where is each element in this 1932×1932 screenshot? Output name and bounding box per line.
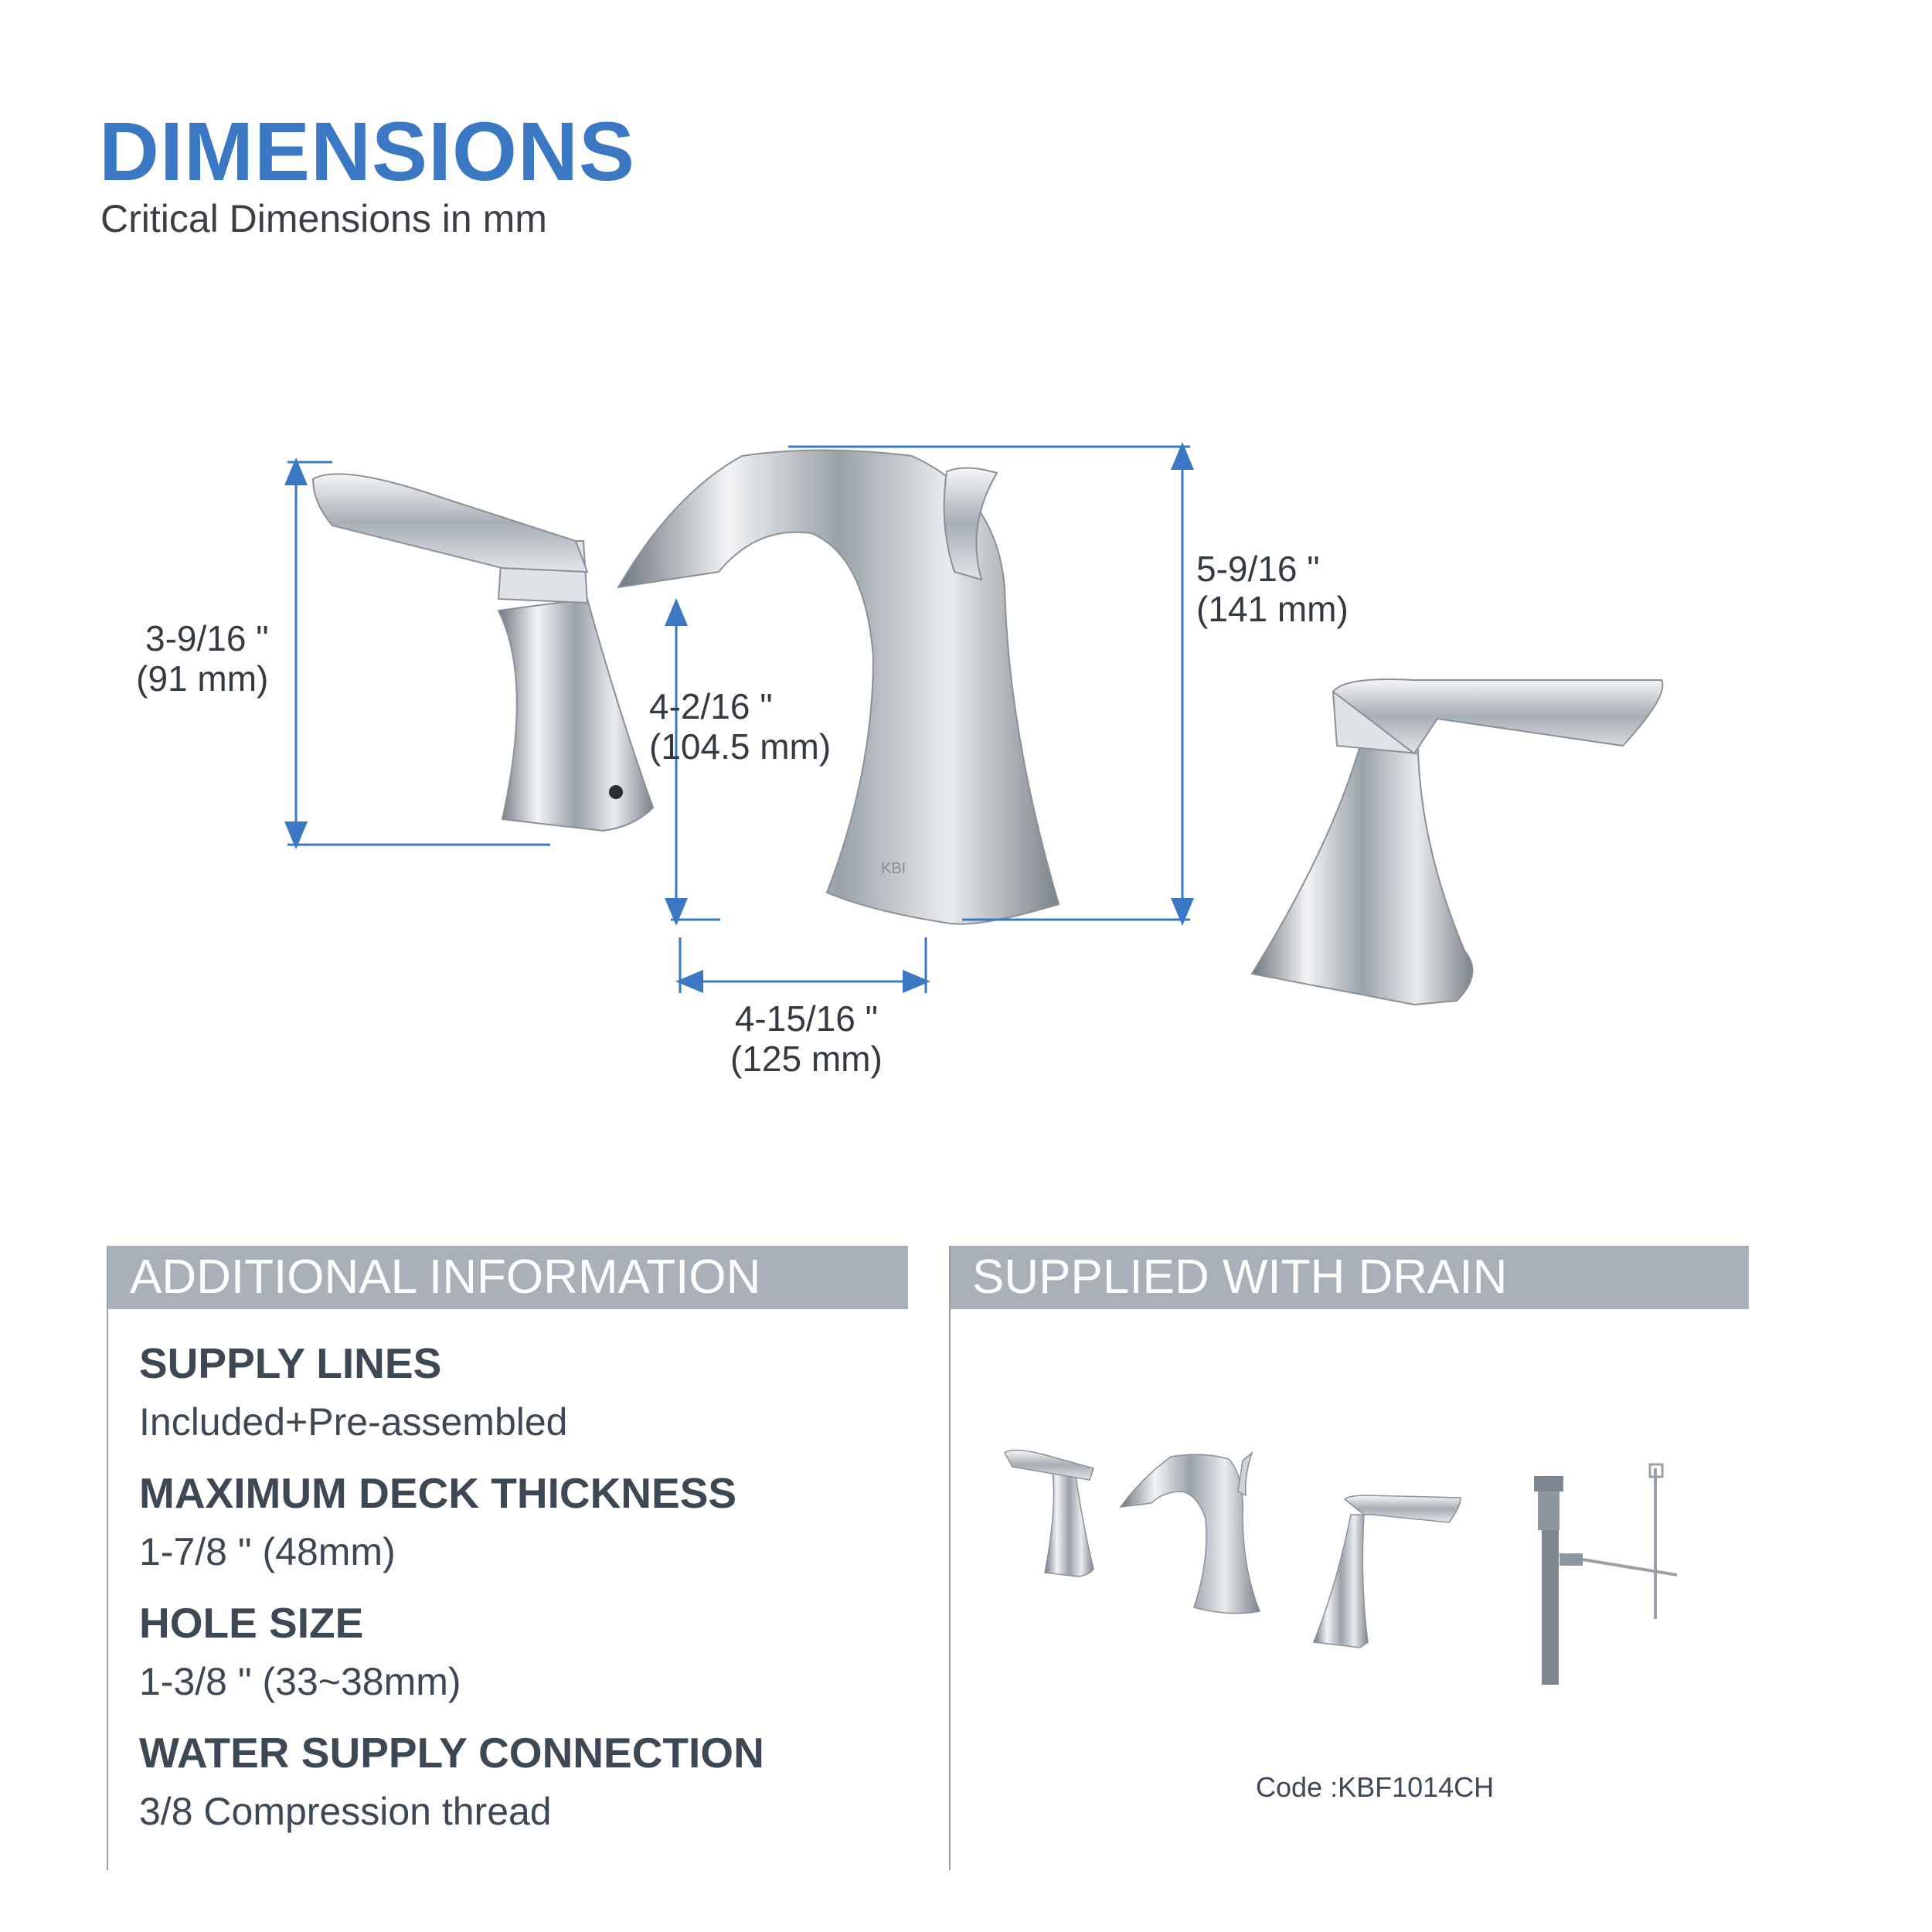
spout-height-label — [649, 686, 831, 767]
supply-lines-value: Included+Pre-assembled — [139, 1400, 568, 1444]
additional-info-header: ADDITIONAL INFORMATION — [107, 1246, 908, 1309]
additional-info-border — [107, 1246, 108, 1870]
handle-height-label — [136, 618, 269, 699]
page-subtitle: Critical Dimensions in mm — [100, 197, 547, 240]
drain-border — [949, 1246, 951, 1870]
faucet-left-handle-icon — [313, 474, 653, 831]
handle-height-mm: (91 mm) — [136, 658, 269, 699]
spout-height-mm: (104.5 mm) — [649, 726, 832, 767]
spout-reach-inch: 4-15/16 " — [734, 998, 878, 1039]
small-left-handle-icon — [1005, 1450, 1094, 1577]
water-supply-value: 3/8 Compression thread — [139, 1790, 552, 1833]
handle-height-inch: 3-9/16 " — [145, 618, 269, 658]
water-supply-title: WATER SUPPLY CONNECTION — [139, 1729, 764, 1777]
spout-reach-label — [730, 998, 883, 1079]
drain-product-figure — [997, 1437, 1708, 1700]
svg-text:KBI: KBI — [881, 860, 906, 877]
faucet-height-label — [1196, 549, 1349, 629]
product-code: Code :KBF1014CH — [1256, 1771, 1495, 1803]
deck-thickness-value: 1-7/8 " (48mm) — [139, 1530, 396, 1573]
faucet-right-handle-icon — [1252, 679, 1662, 1005]
deck-thickness-title: MAXIMUM DECK THICKNESS — [139, 1469, 737, 1517]
supply-lines-title: SUPPLY LINES — [139, 1339, 442, 1387]
page-title: DIMENSIONS — [99, 104, 636, 198]
faucet-height-mm: (141 mm) — [1196, 589, 1349, 629]
hole-size-title: HOLE SIZE — [139, 1599, 364, 1647]
faucet-height-inch: 5-9/16 " — [1196, 549, 1320, 589]
spout-height-inch: 4-2/16 " — [649, 686, 773, 726]
spout-reach-mm: (125 mm) — [730, 1039, 883, 1079]
drain-header: SUPPLIED WITH DRAIN — [949, 1246, 1749, 1309]
small-right-handle-icon — [1314, 1495, 1461, 1648]
pop-up-drain-icon — [1534, 1464, 1677, 1685]
hole-size-value: 1-3/8 " (33~38mm) — [139, 1660, 461, 1703]
small-spout-icon — [1121, 1453, 1260, 1614]
